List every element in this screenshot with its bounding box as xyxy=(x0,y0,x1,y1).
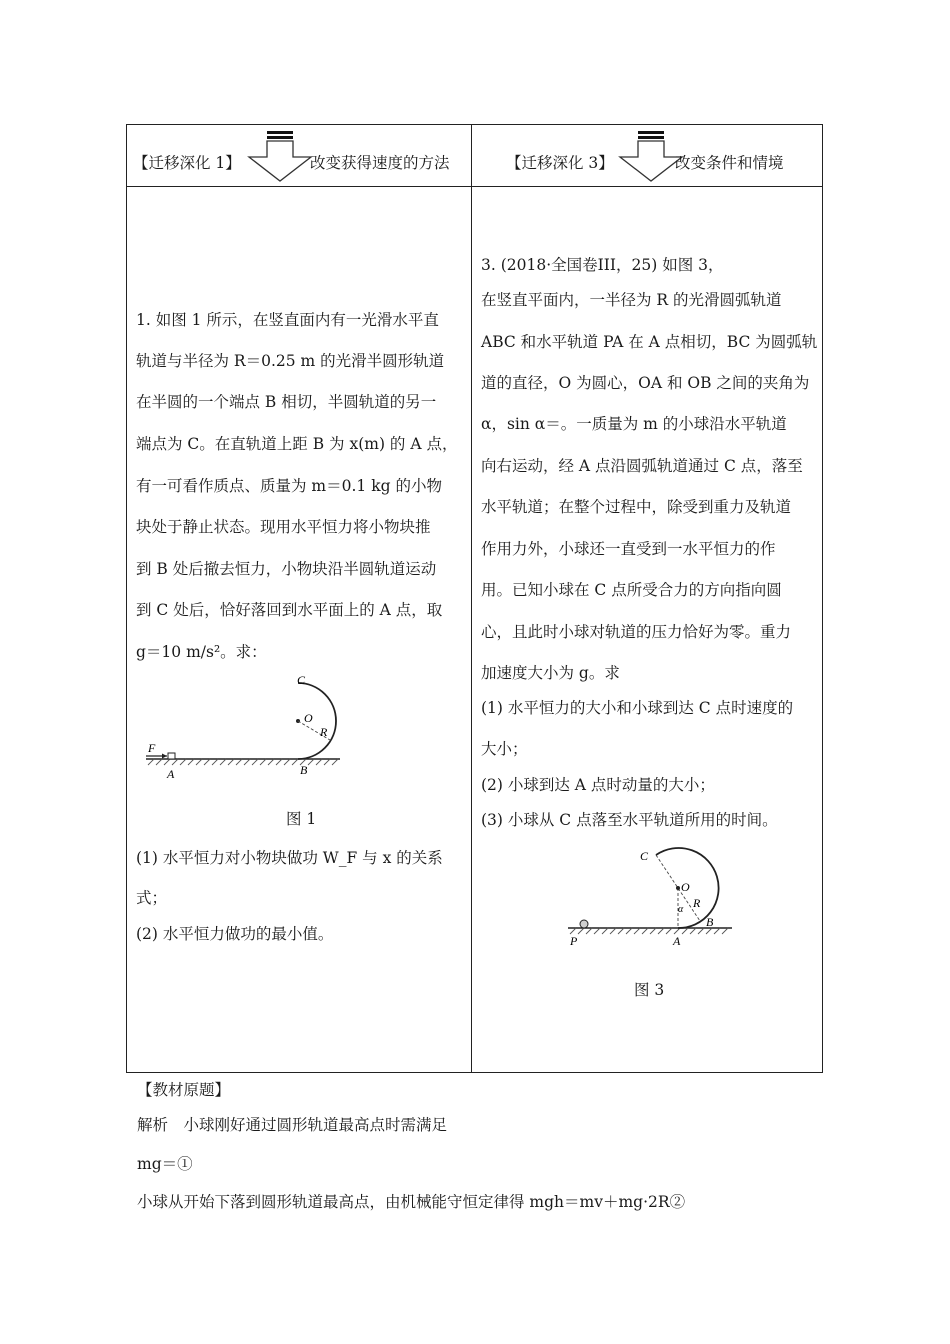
problem1-line: 块处于静止状态。现用水平恒力将小物块推 xyxy=(136,518,431,536)
right-header-subtitle: 改变条件和情境 xyxy=(675,154,784,172)
problem3-line: 作用力外，小球还一直受到一水平恒力的作 xyxy=(481,540,776,558)
left-header xyxy=(127,143,471,183)
problem3-line: 用。已知小球在 C 点所受合力的方向指向圆 xyxy=(481,581,782,599)
column-divider xyxy=(471,125,472,1072)
down-arrow-icon xyxy=(245,131,315,183)
figure1-label-c: C xyxy=(297,673,306,687)
figure1-label-r: R xyxy=(320,725,328,739)
problem3-line: α，sin α＝。一质量为 m 的小球沿水平轨道 xyxy=(481,415,787,433)
figure3-caption: 图 3 xyxy=(634,981,665,999)
problem3-question: (2) 小球到达 A 点时动量的大小； xyxy=(481,776,715,794)
figure-3 xyxy=(560,840,750,955)
problem1-question: 式； xyxy=(136,889,168,907)
figure1-label-f: F xyxy=(148,741,156,755)
textbook-heading: 【教材原题】 xyxy=(137,1081,231,1099)
analysis-line: 解析 小球刚好通过圆形轨道最高点时需满足 xyxy=(137,1116,448,1134)
left-header-tag: 【迁移深化 1】 xyxy=(133,154,241,172)
figure3-label-c: C xyxy=(640,849,649,863)
problem3-line: 水平轨道；在整个过程中，除受到重力及轨道 xyxy=(481,498,792,516)
problem1-line: 在半圆的一个端点 B 相切，半圆轨道的另一 xyxy=(136,393,437,411)
problem3-line: ABC 和水平轨道 PA 在 A 点相切，BC 为圆弧轨 xyxy=(481,333,818,351)
problem3-question: (3) 小球从 C 点落至水平轨道所用的时间。 xyxy=(481,811,778,829)
left-header-subtitle: 改变获得速度的方法 xyxy=(310,154,450,172)
figure1-caption: 图 1 xyxy=(286,810,317,828)
analysis-line: mg＝① xyxy=(137,1155,193,1173)
problem1-line: g＝10 m/s²。求： xyxy=(136,643,267,661)
header-divider xyxy=(127,186,822,187)
problem1-line: 1. 如图 1 所示，在竖直面内有一光滑水平直 xyxy=(136,311,439,329)
figure3-label-r: R xyxy=(693,896,701,910)
analysis-line: 小球从开始下落到圆形轨道最高点，由机械能守恒定律得 mgh＝mv＋mg·2R② xyxy=(137,1193,686,1211)
figure3-label-o: O xyxy=(681,880,690,894)
right-header xyxy=(472,143,824,183)
right-header-tag: 【迁移深化 3】 xyxy=(506,154,614,172)
problem3-question: (1) 水平恒力的大小和小球到达 C 点时速度的 xyxy=(481,699,794,717)
problem1-line: 到 C 处后，恰好落回到水平面上的 A 点，取 xyxy=(136,601,443,619)
problem3-line: 在竖直平面内，一半径为 R 的光滑圆弧轨道 xyxy=(481,291,782,309)
figure-1 xyxy=(140,670,360,785)
problem3-line: 3. (2018·全国卷III，25) 如图 3， xyxy=(481,256,724,274)
problem3-line: 向右运动，经 A 点沿圆弧轨道通过 C 点，落至 xyxy=(481,457,803,475)
problem1-line: 端点为 C。在直轨道上距 B 为 x(m) 的 A 点， xyxy=(136,435,458,453)
figure1-label-o: O xyxy=(304,711,313,725)
figure1-label-a: A xyxy=(167,767,175,781)
problem3-line: 加速度大小为 g。求 xyxy=(481,664,620,682)
figure3-label-b: B xyxy=(706,915,714,929)
problem3-line: 心，且此时小球对轨道的压力恰好为零。重力 xyxy=(481,623,792,641)
problem3-line: 道的直径，O 为圆心，OA 和 OB 之间的夹角为 xyxy=(481,374,810,392)
figure3-label-alpha: α xyxy=(678,904,684,915)
figure3-label-p: P xyxy=(570,934,578,948)
problem1-line: 有一可看作质点、质量为 m＝0.1 kg 的小物 xyxy=(136,477,442,495)
problem3-question: 大小； xyxy=(481,740,528,758)
problem1-question: (2) 水平恒力做功的最小值。 xyxy=(136,925,334,943)
problem1-question: (1) 水平恒力对小物块做功 W_F 与 x 的关系 xyxy=(136,849,443,867)
problem1-line: 到 B 处后撤去恒力，小物块沿半圆轨道运动 xyxy=(136,560,437,578)
problem1-line: 轨道与半径为 R＝0.25 m 的光滑半圆形轨道 xyxy=(136,352,445,370)
figure1-label-b: B xyxy=(300,763,308,777)
figure3-label-a: A xyxy=(673,934,681,948)
